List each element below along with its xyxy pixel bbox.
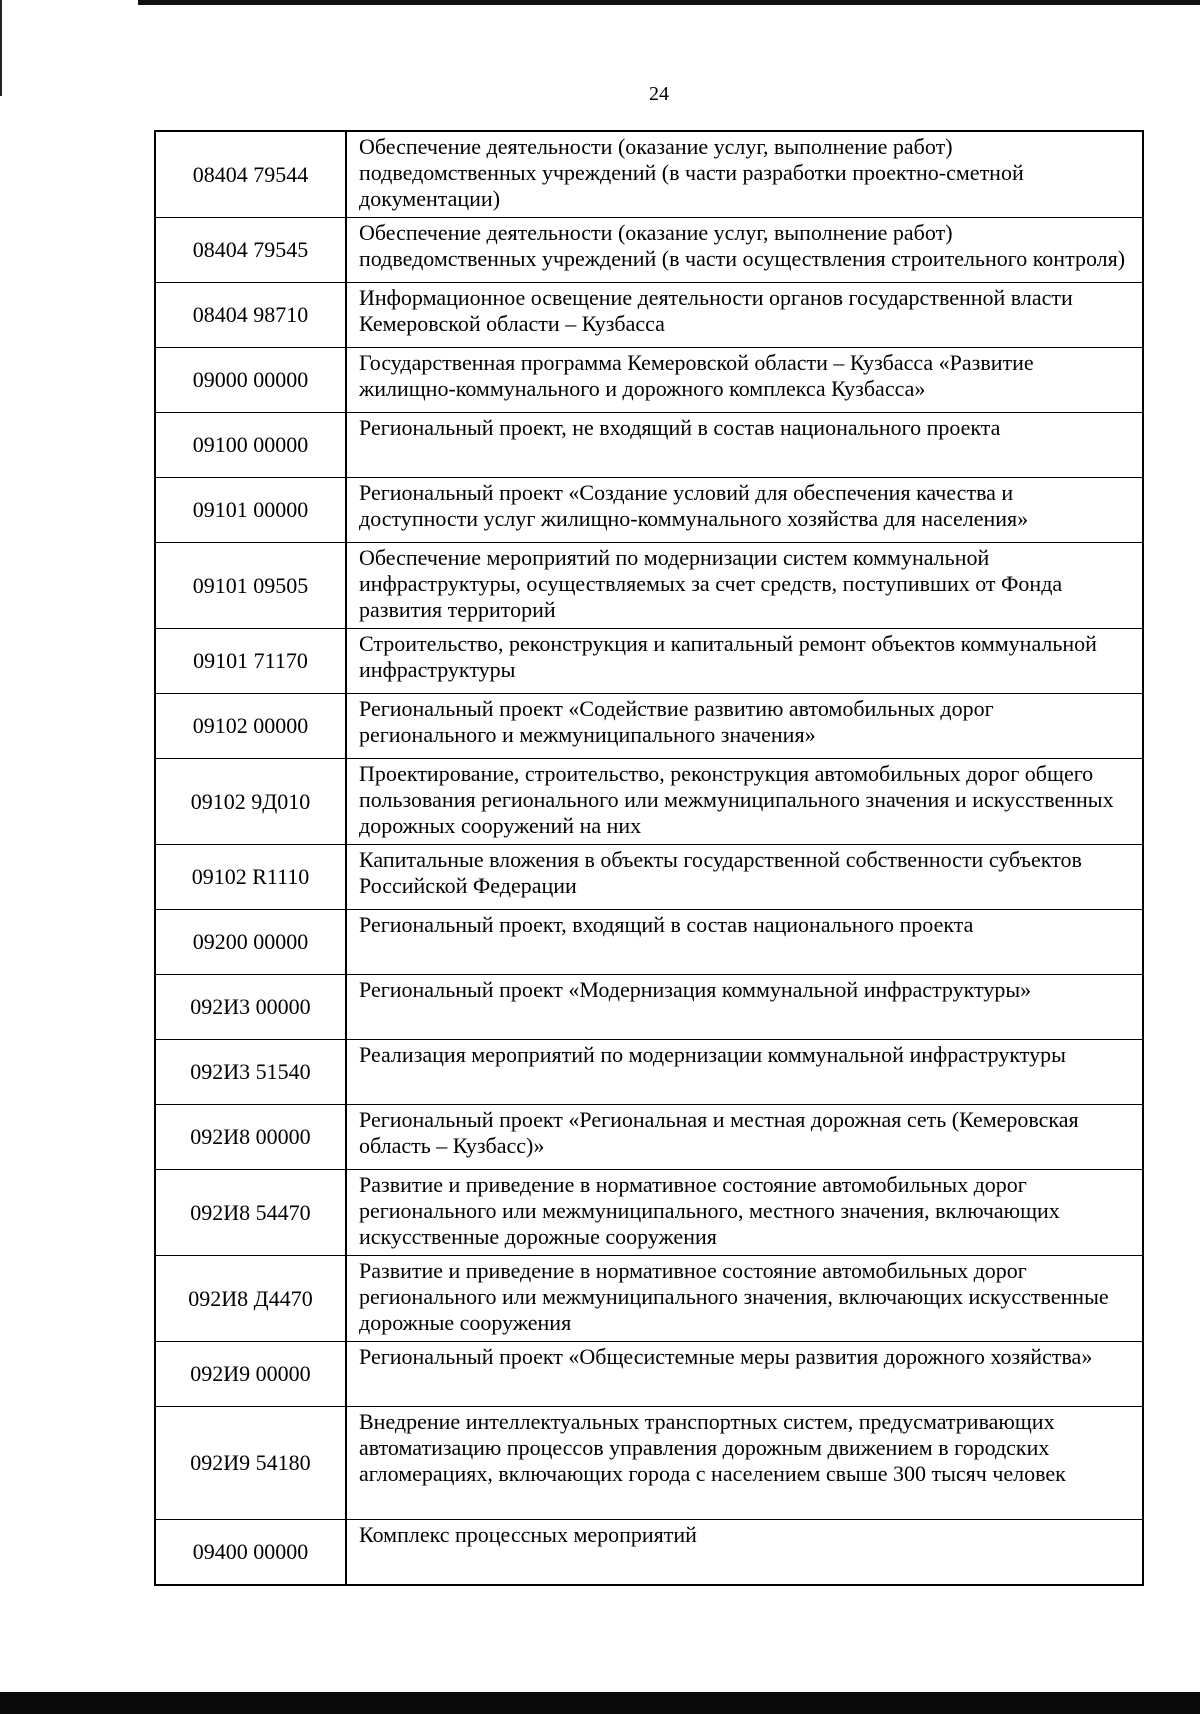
description-cell: Развитие и приведение в нормативное состояние автомобильных дорог регионального или межмуниципального, местного значения, включающих искусственные дорожные сооружения xyxy=(359,1172,1060,1249)
page-number: 24 xyxy=(649,83,669,105)
table-row xyxy=(156,1520,1142,1585)
budget-code-table xyxy=(154,130,1144,1586)
description-cell: Региональный проект «Региональная и местная дорожная сеть (Кемеровская область – Кузбасс)» xyxy=(359,1107,1079,1158)
table-row xyxy=(156,218,1142,283)
description-cell: Региональный проект «Содействие развитию автомобильных дорог регионального и межмуниципального значения» xyxy=(359,696,994,747)
table-row xyxy=(156,478,1142,543)
code-cell: 092И3 51540 xyxy=(156,1040,347,1104)
table-row xyxy=(156,629,1142,694)
code-cell: 09400 00000 xyxy=(156,1520,347,1584)
code-cell: 08404 79544 xyxy=(156,132,347,217)
description-cell: Государственная программа Кемеровской области – Кузбасса «Развитие жилищно-коммунального и дорожного комплекса Кузбасса» xyxy=(359,350,1034,401)
code-cell: 09101 09505 xyxy=(156,543,347,628)
description-cell: Региональный проект, не входящий в состав национального проекта xyxy=(359,415,1001,440)
description-cell: Проектирование, строительство, реконструкция автомобильных дорог общего пользования регионального или межмуниципального значения и искусственных дорожных сооружений на них xyxy=(359,761,1114,838)
code-cell: 092И9 54180 xyxy=(156,1407,347,1519)
table-row xyxy=(156,132,1142,218)
table-row xyxy=(156,845,1142,910)
code-cell: 09102 00000 xyxy=(156,694,347,758)
code-cell: 09100 00000 xyxy=(156,413,347,477)
description-cell: Комплекс процессных мероприятий xyxy=(359,1522,697,1547)
code-cell: 092И8 Д4470 xyxy=(156,1256,347,1341)
code-cell: 09000 00000 xyxy=(156,348,347,412)
code-cell: 092И3 00000 xyxy=(156,975,347,1039)
scan-edge-left xyxy=(0,0,2,96)
table-row xyxy=(156,348,1142,413)
description-cell: Капитальные вложения в объекты государственной собственности субъектов Российской Федерации xyxy=(359,847,1082,898)
code-cell: 08404 79545 xyxy=(156,218,347,282)
scan-edge-bottom xyxy=(0,1692,1200,1714)
table-row xyxy=(156,694,1142,759)
description-cell: Обеспечение деятельности (оказание услуг, выполнение работ) подведомственных учреждений (в части разработки проектно-сметной документации) xyxy=(359,134,1024,211)
scan-edge-top xyxy=(138,0,1200,5)
description-cell: Региональный проект «Создание условий для обеспечения качества и доступности услуг жилищно-коммунального хозяйства для населения» xyxy=(359,480,1029,531)
code-cell: 09102 9Д010 xyxy=(156,759,347,844)
code-cell: 09101 71170 xyxy=(156,629,347,693)
table-row xyxy=(156,1170,1142,1256)
code-cell: 092И8 00000 xyxy=(156,1105,347,1169)
description-cell: Информационное освещение деятельности органов государственной власти Кемеровской области – Кузбасса xyxy=(359,285,1073,336)
description-cell: Обеспечение деятельности (оказание услуг, выполнение работ) подведомственных учреждений (в части осуществления строительного контроля) xyxy=(359,220,1126,271)
table-row xyxy=(156,413,1142,478)
table-row xyxy=(156,1105,1142,1170)
table-row xyxy=(156,543,1142,629)
table-row xyxy=(156,1256,1142,1342)
code-cell: 09102 R1110 xyxy=(156,845,347,909)
description-cell: Региональный проект «Общесистемные меры развития дорожного хозяйства» xyxy=(359,1344,1093,1369)
table-row xyxy=(156,283,1142,348)
code-cell: 09200 00000 xyxy=(156,910,347,974)
table-row xyxy=(156,1342,1142,1407)
description-cell: Строительство, реконструкция и капитальный ремонт объектов коммунальной инфраструктуры xyxy=(359,631,1097,682)
description-cell: Региональный проект «Модернизация коммунальной инфраструктуры» xyxy=(359,977,1032,1002)
description-cell: Региональный проект, входящий в состав национального проекта xyxy=(359,912,974,937)
description-cell: Реализация мероприятий по модернизации коммунальной инфраструктуры xyxy=(359,1042,1066,1067)
table-row xyxy=(156,1040,1142,1105)
description-cell: Развитие и приведение в нормативное состояние автомобильных дорог регионального или межмуниципального значения, включающих искусственные дорожные сооружения xyxy=(359,1258,1109,1335)
table-row xyxy=(156,910,1142,975)
table-row xyxy=(156,1407,1142,1520)
table-row xyxy=(156,759,1142,845)
description-cell: Обеспечение мероприятий по модернизации систем коммунальной инфраструктуры, осуществляемых за счет средств, поступивших от Фонда развития территорий xyxy=(359,545,1063,622)
code-cell: 09101 00000 xyxy=(156,478,347,542)
code-cell: 08404 98710 xyxy=(156,283,347,347)
description-cell: Внедрение интеллектуальных транспортных систем, предусматривающих автоматизацию процессов управления дорожным движением в городских агломерациях, включающих города с населением свыше 300 тысяч человек xyxy=(359,1409,1066,1486)
code-cell: 092И9 00000 xyxy=(156,1342,347,1406)
table-row xyxy=(156,975,1142,1040)
code-cell: 092И8 54470 xyxy=(156,1170,347,1255)
